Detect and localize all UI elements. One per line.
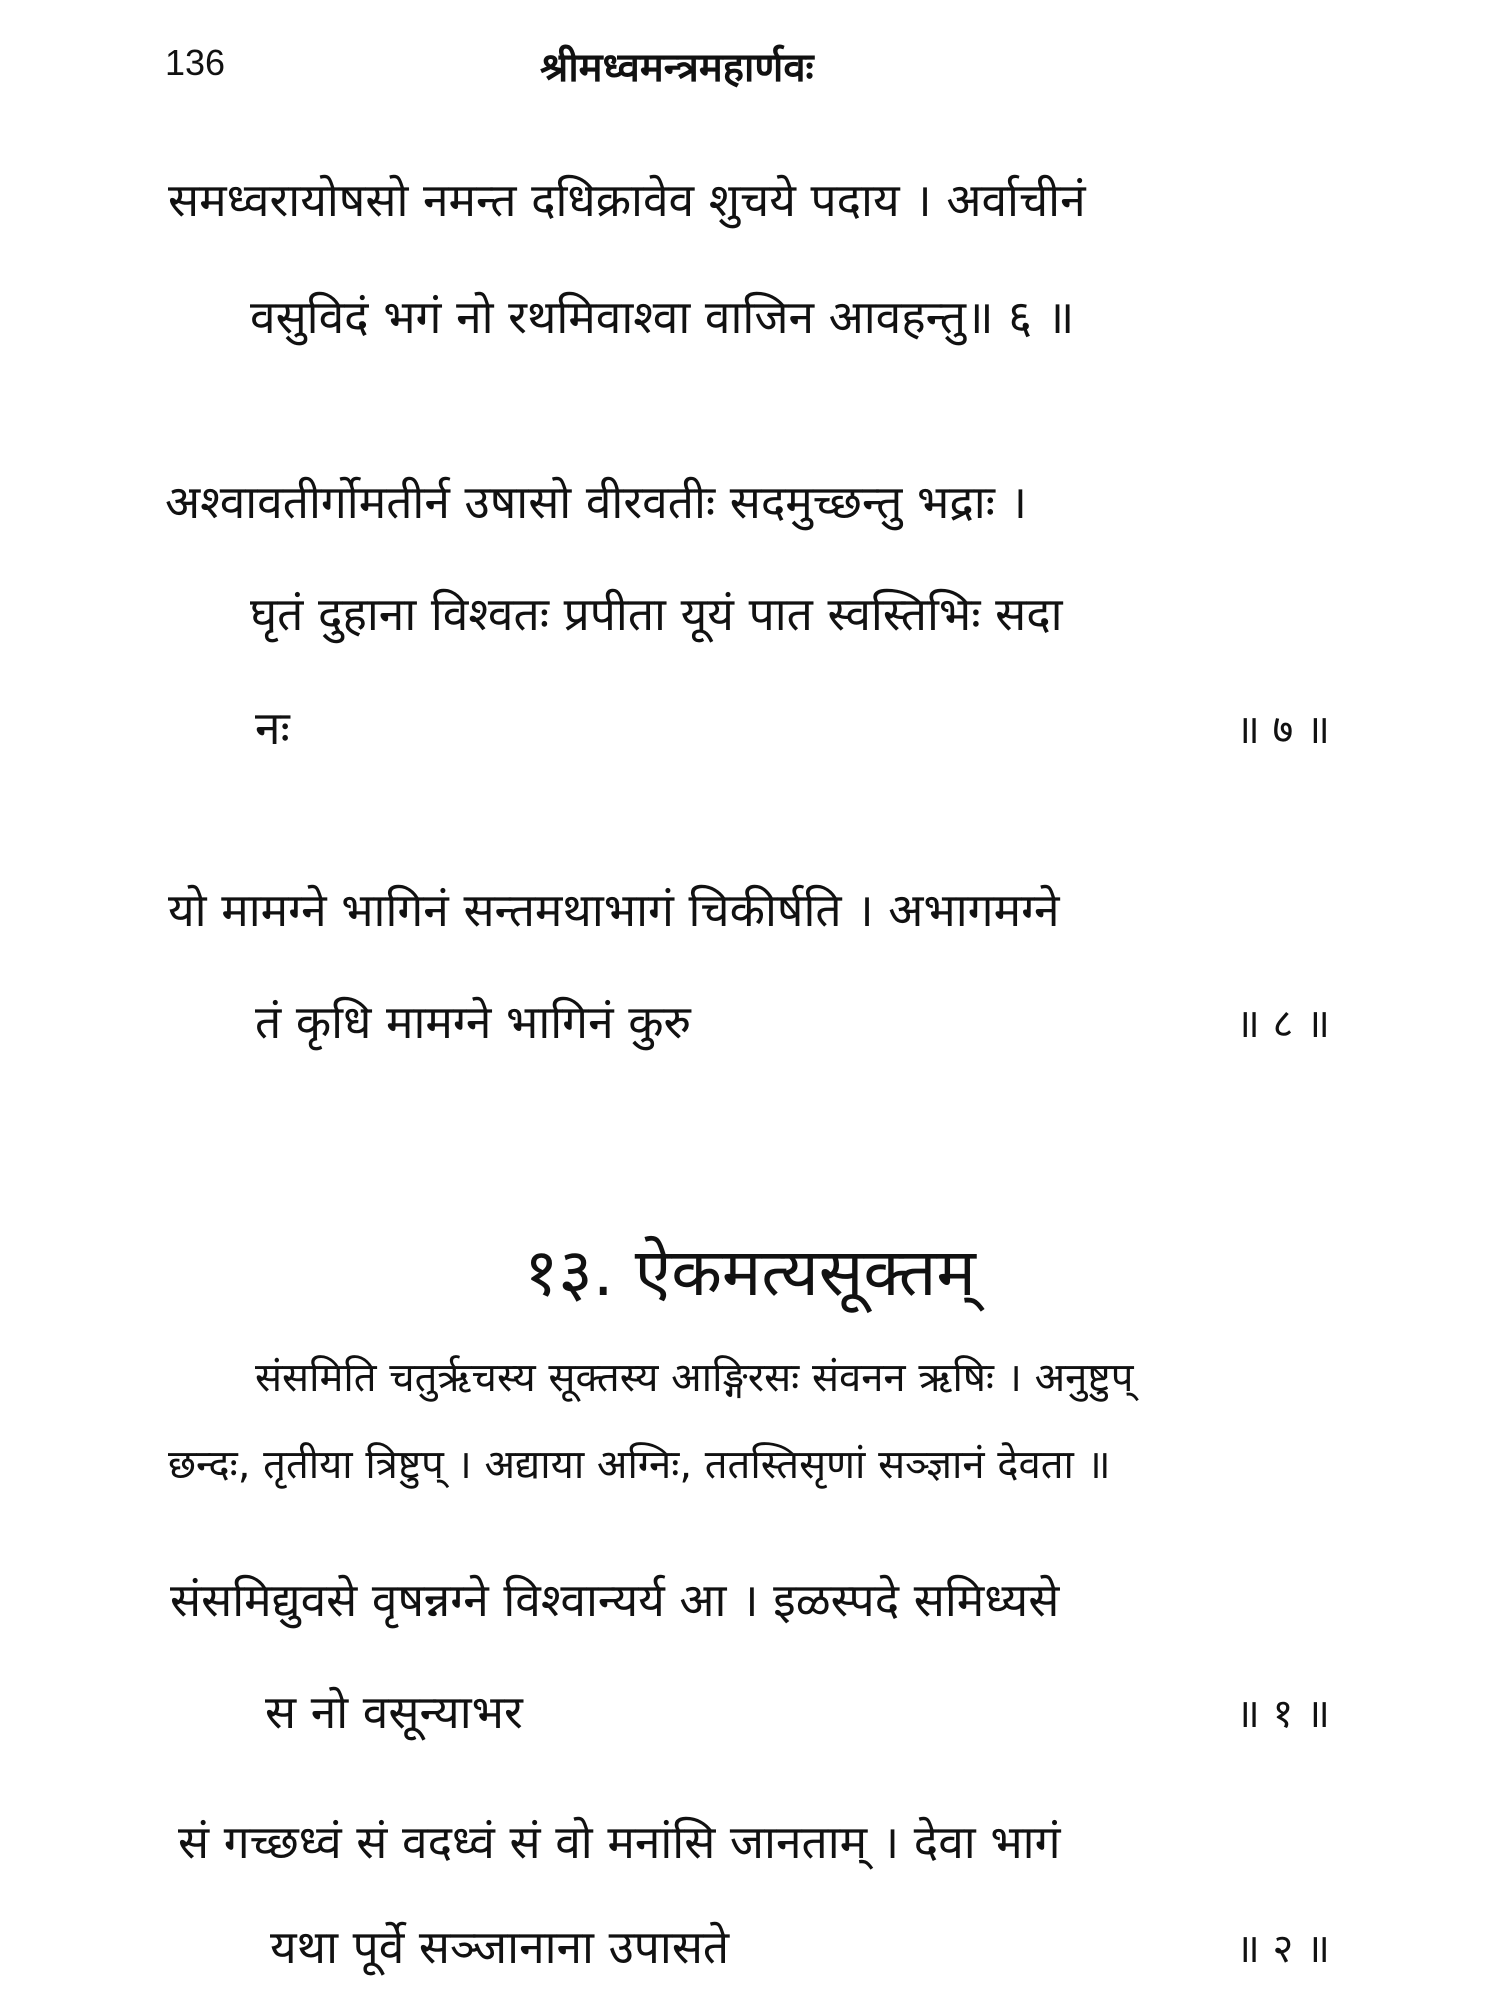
verse-line: नः	[255, 701, 290, 755]
verse-line: अश्वावतीर्गोमतीर्न उषासो वीरवतीः सदमुच्छन्तु भद्राः ।	[165, 475, 1028, 529]
verse-line: तं कृधि मामग्ने भागिनं कुरु	[255, 995, 692, 1049]
running-title: श्रीमध्वमन्त्रमहार्णवः	[540, 45, 814, 91]
verse-number: ॥ २ ॥	[1235, 1926, 1330, 1972]
intro-line: संसमिति चतुर्ऋचस्य सूक्तस्य आङ्गिरसः संवनन ऋषिः । अनुष्टुप्	[255, 1355, 1134, 1401]
intro-line: छन्दः, तृतीया त्रिष्टुप् । अद्याया अग्निः, ततस्तिसृणां सञ्ज्ञानं देवता ॥	[168, 1442, 1111, 1488]
verse-line: स नो वसून्याभर	[265, 1685, 523, 1739]
verse-line: संसमिद्युवसे वृषन्नग्ने विश्वान्यर्य आ । इळस्पदे समिध्यसे	[170, 1573, 1060, 1627]
verse-line: यो मामग्ने भागिनं सन्तमथाभागं चिकीर्षति । अभागमग्ने	[168, 883, 1060, 937]
verse-line: वसुविदं भगं नो रथमिवाश्वा वाजिन आवहन्तु॥ ६ ॥	[250, 290, 1075, 344]
verse-line: समध्वरायोषसो नमन्त दधिक्रावेव शुचये पदाय । अर्वाचीनं	[168, 173, 1086, 227]
verse-line: घृतं दुहाना विश्वतः प्रपीता यूयं पात स्वस्तिभिः सदा	[250, 587, 1063, 641]
page-number: 136	[165, 42, 226, 83]
verse-number: ॥ ७ ॥	[1235, 707, 1330, 753]
verse-line: यथा पूर्वे सञ्जानाना उपासते	[270, 1920, 730, 1974]
verse-number: ॥ १ ॥	[1235, 1691, 1330, 1737]
verse-line: सं गच्छध्वं सं वदध्वं सं वो मनांसि जानताम् । देवा भागं	[178, 1815, 1061, 1869]
section-heading: १३. ऐकमत्यसूक्तम्	[524, 1234, 976, 1311]
verse-number: ॥ ८ ॥	[1235, 1001, 1330, 1047]
